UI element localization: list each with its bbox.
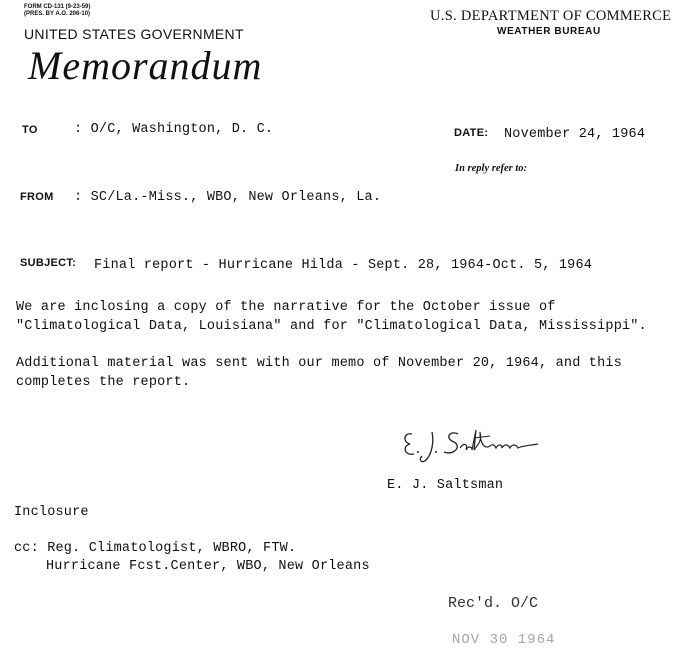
from-value: : SC/La.-Miss., WBO, New Orleans, La. [74, 190, 382, 205]
body-paragraph-1-line-1: We are inclosing a copy of the narrative for the October issue of [16, 300, 556, 315]
to-value: : O/C, Washington, D. C. [74, 122, 274, 137]
subject-value: Final report - Hurricane Hilda - Sept. 28, 1964-Oct. 5, 1964 [94, 258, 593, 273]
body-paragraph-2-line-1: Additional material was sent with our memo of November 20, 1964, and this [16, 356, 622, 371]
reply-note: In reply refer to: [455, 163, 528, 174]
inclosure-label: Inclosure [14, 505, 89, 520]
from-label: FROM [20, 191, 54, 203]
to-label: TO [22, 124, 38, 136]
date-value: November 24, 1964 [504, 127, 646, 142]
subject-label: SUBJECT: [20, 257, 77, 269]
bureau-heading: WEATHER BUREAU [497, 26, 601, 37]
body-paragraph-1-line-2: "Climatological Data, Louisiana" and for "Climatological Data, Mississippi". [16, 319, 647, 334]
memorandum-title: Memorandum [28, 43, 263, 88]
date-label: DATE: [454, 127, 489, 139]
form-number-line1: FORM CD-131 (9-23-59) [24, 4, 91, 10]
form-number-line2: (PRES. BY A.O. 206-10) [24, 11, 91, 17]
body-paragraph-1 [16, 298, 647, 336]
body-paragraph-2-line-2: completes the report. [16, 375, 191, 390]
body-paragraph-2 [16, 354, 622, 392]
handwritten-signature [398, 418, 558, 468]
government-heading: UNITED STATES GOVERNMENT [24, 26, 244, 42]
form-number [24, 4, 90, 18]
received-stamp: Rec'd. O/C [448, 595, 539, 612]
department-heading: U.S. DEPARTMENT OF COMMERCE [430, 8, 672, 24]
cc-line-2: Hurricane Fcst.Center, WBO, New Orleans [46, 559, 370, 574]
received-date-stamp: NOV 30 1964 [452, 632, 556, 648]
typed-signature-name: E. J. Saltsman [387, 478, 504, 493]
cc-line-1: cc: Reg. Climatologist, WBRO, FTW. [14, 541, 297, 556]
